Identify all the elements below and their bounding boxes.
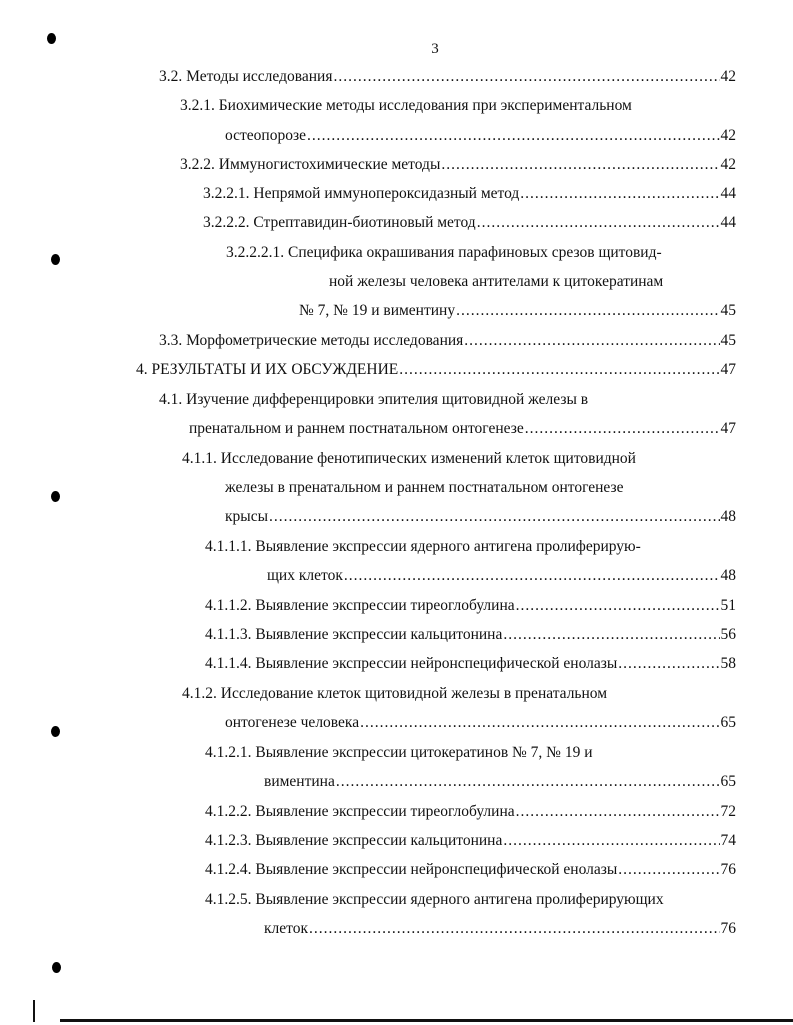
toc-entry-page: 72 bbox=[720, 803, 736, 820]
toc-entry-title: 4.1.1.2. Выявление экспрессии тиреоглобулина bbox=[205, 597, 515, 614]
toc-entry-page: 47 bbox=[720, 361, 736, 378]
toc-entry-title: № 7, № 19 и виментину bbox=[299, 302, 456, 319]
page-bottom-rule bbox=[60, 1019, 793, 1022]
toc-entry bbox=[205, 860, 736, 880]
scan-edge-mark bbox=[33, 1000, 35, 1022]
toc-entry-title: 4.1.2.2. Выявление экспрессии тиреоглобулина bbox=[205, 803, 515, 820]
toc-entry-page: 76 bbox=[720, 861, 736, 878]
toc-entry-page: 45 bbox=[720, 332, 736, 349]
toc-leader-dots bbox=[360, 713, 719, 733]
toc-entry bbox=[205, 625, 736, 645]
toc-entry bbox=[264, 919, 736, 939]
toc-entry-title: 3.2.2.2.1. Специфика окрашивания парафиновых срезов щитовид- bbox=[226, 244, 662, 261]
toc-entry bbox=[203, 184, 736, 204]
toc-leader-dots bbox=[618, 860, 719, 880]
toc-entry bbox=[180, 155, 736, 175]
toc-entry bbox=[226, 243, 662, 263]
toc-entry bbox=[159, 331, 736, 351]
toc-entry bbox=[205, 890, 664, 910]
toc-entry-page: 74 bbox=[720, 832, 736, 849]
toc-entry bbox=[159, 390, 588, 410]
toc-entry-title: 4.1.2.1. Выявление экспрессии цитокератинов № 7, № 19 и bbox=[205, 744, 593, 761]
toc-leader-dots bbox=[618, 654, 719, 674]
toc-entry-page: 76 bbox=[720, 920, 736, 937]
toc-leader-dots bbox=[516, 802, 720, 822]
toc-leader-dots bbox=[307, 126, 720, 146]
toc-entry-title: виментина bbox=[264, 773, 335, 790]
toc-entry bbox=[225, 507, 736, 527]
toc-entry-page: 58 bbox=[720, 655, 736, 672]
toc-entry bbox=[299, 301, 736, 321]
toc-entry-title: 3.2.1. Биохимические методы исследования при экспериментальном bbox=[180, 97, 632, 114]
punch-hole-mark bbox=[51, 726, 60, 737]
page-number: 3 bbox=[431, 41, 439, 57]
toc-entry-page: 47 bbox=[720, 420, 736, 437]
punch-hole-mark bbox=[52, 962, 61, 973]
toc-entry bbox=[225, 126, 736, 146]
toc-entry bbox=[225, 713, 736, 733]
toc-entry bbox=[205, 537, 641, 557]
toc-entry-page: 44 bbox=[720, 185, 736, 202]
toc-leader-dots bbox=[503, 831, 719, 851]
punch-hole-mark bbox=[47, 33, 56, 44]
toc-entry bbox=[225, 478, 624, 498]
toc-entry-title: 4. РЕЗУЛЬТАТЫ И ИХ ОБСУЖДЕНИЕ bbox=[136, 361, 399, 378]
toc-leader-dots bbox=[520, 184, 719, 204]
toc-entry-title: пренатальном и раннем постнатальном онтогенезе bbox=[189, 420, 524, 437]
toc-entry-title: клеток bbox=[264, 920, 308, 937]
toc-entry-title: железы в пренатальном и раннем постнатальном онтогенезе bbox=[225, 479, 624, 496]
toc-entry-page: 48 bbox=[720, 508, 736, 525]
toc-entry bbox=[182, 684, 607, 704]
toc-entry bbox=[136, 360, 736, 380]
toc-entry-title: остеопорозе bbox=[225, 127, 306, 144]
toc-entry-title: 4.1. Изучение дифференцировки эпителия щитовидной железы в bbox=[159, 391, 589, 408]
toc-entry bbox=[189, 419, 736, 439]
toc-entry-page: 42 bbox=[720, 127, 736, 144]
toc-entry bbox=[264, 772, 736, 792]
toc-entry bbox=[205, 831, 736, 851]
toc-entry-title: 3.2.2. Иммуногистохимические методы bbox=[180, 156, 441, 173]
toc-entry-title: 4.1.2.5. Выявление экспрессии ядерного антигена пролиферирующих bbox=[205, 891, 664, 908]
toc-entry bbox=[180, 96, 632, 116]
toc-entry-page: 44 bbox=[720, 214, 736, 231]
toc-entry-title: 3.2. Методы исследования bbox=[159, 68, 333, 85]
toc-entry-title: 4.1.2.3. Выявление экспрессии кальцитонина bbox=[205, 832, 503, 849]
toc-entry bbox=[267, 566, 736, 586]
toc-entry-page: 45 bbox=[720, 302, 736, 319]
toc-entry-page: 65 bbox=[720, 773, 736, 790]
toc-leader-dots bbox=[269, 507, 720, 527]
toc-leader-dots bbox=[477, 213, 720, 233]
toc-entry-title: 4.1.1.4. Выявление экспрессии нейронспецифической енолазы bbox=[205, 655, 618, 672]
toc-leader-dots bbox=[525, 419, 720, 439]
toc-leader-dots bbox=[336, 772, 720, 792]
toc-entry bbox=[205, 654, 736, 674]
toc-entry-page: 65 bbox=[720, 714, 736, 731]
toc-leader-dots bbox=[399, 360, 719, 380]
toc-entry-title: 3.3. Морфометрические методы исследования bbox=[159, 332, 464, 349]
toc-entry-page: 56 bbox=[720, 626, 736, 643]
toc-entry bbox=[205, 743, 593, 763]
toc-entry-title: 4.1.2. Исследование клеток щитовидной железы в пренатальном bbox=[182, 685, 608, 702]
toc-entry-page: 42 bbox=[720, 156, 736, 173]
toc-entry-title: крысы bbox=[225, 508, 268, 525]
toc-leader-dots bbox=[456, 301, 719, 321]
toc-leader-dots bbox=[309, 919, 720, 939]
toc-entry-page: 42 bbox=[720, 68, 736, 85]
toc-leader-dots bbox=[333, 67, 719, 87]
toc-entry-title: онтогенезе человека bbox=[225, 714, 360, 731]
toc-leader-dots bbox=[441, 155, 719, 175]
toc-entry-title: 3.2.2.2. Стрептавидин-биотиновый метод bbox=[203, 214, 476, 231]
toc-entry-page: 51 bbox=[720, 597, 736, 614]
toc-leader-dots bbox=[344, 566, 720, 586]
toc-entry bbox=[205, 802, 736, 822]
toc-entry bbox=[205, 596, 736, 616]
punch-hole-mark bbox=[51, 254, 60, 265]
toc-leader-dots bbox=[503, 625, 719, 645]
toc-entry-title: 3.2.2.1. Непрямой иммунопероксидазный метод bbox=[203, 185, 520, 202]
toc-entry bbox=[203, 213, 736, 233]
toc-entry bbox=[182, 449, 636, 469]
toc-leader-dots bbox=[464, 331, 719, 351]
toc-entry-title: щих клеток bbox=[267, 567, 343, 584]
toc-entry-title: ной железы человека антителами к цитокератинам bbox=[329, 273, 664, 290]
toc-entry bbox=[159, 67, 736, 87]
toc-entry-page: 48 bbox=[720, 567, 736, 584]
toc-entry bbox=[329, 272, 663, 292]
toc-entry-title: 4.1.1.3. Выявление экспрессии кальцитонина bbox=[205, 626, 503, 643]
toc-entry-title: 4.1.2.4. Выявление экспрессии нейронспецифической енолазы bbox=[205, 861, 618, 878]
toc-entry-title: 4.1.1. Исследование фенотипических изменений клеток щитовидной bbox=[182, 450, 636, 467]
punch-hole-mark bbox=[51, 491, 60, 502]
toc-leader-dots bbox=[516, 596, 720, 616]
toc-entry-title: 4.1.1.1. Выявление экспрессии ядерного антигена пролиферирую- bbox=[205, 538, 641, 555]
